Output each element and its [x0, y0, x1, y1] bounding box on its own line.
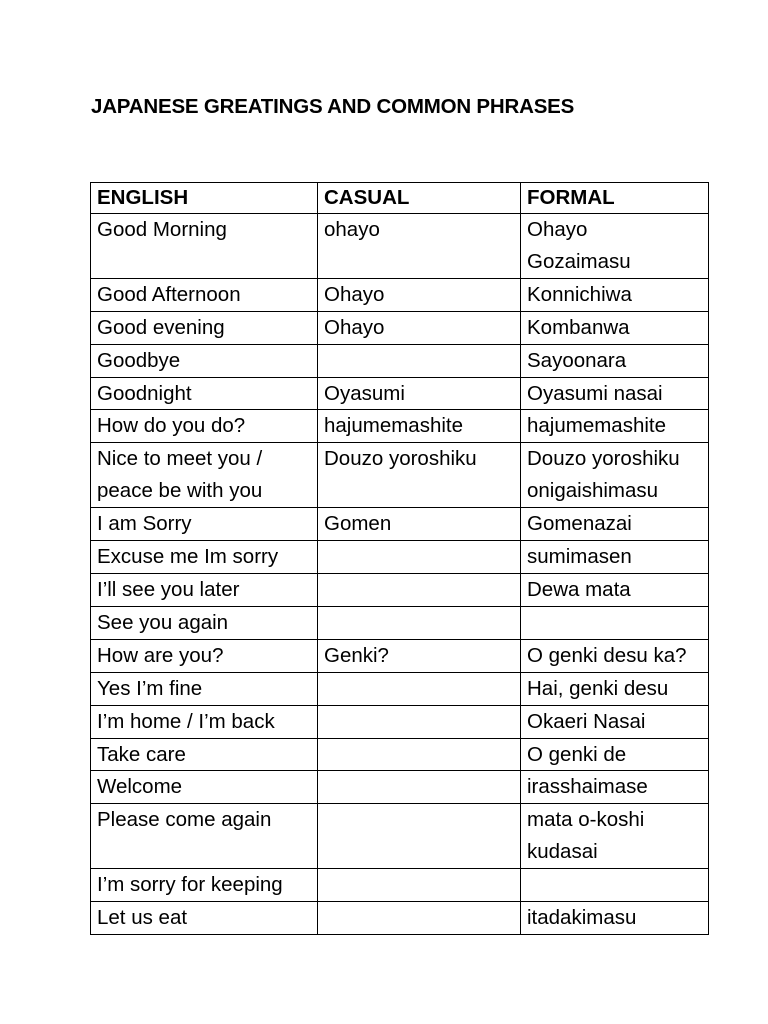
cell-formal: itadakimasu	[521, 902, 709, 935]
cell-casual	[318, 902, 521, 935]
table-row	[91, 410, 709, 443]
cell-casual: Ohayo	[318, 278, 521, 311]
table-row	[91, 443, 709, 508]
cell-formal: irasshaimase	[521, 771, 709, 804]
cell-casual	[318, 804, 521, 869]
cell-english: How are you?	[91, 639, 318, 672]
cell-english: Please come again	[91, 804, 318, 869]
cell-english: Good Afternoon	[91, 278, 318, 311]
cell-formal: Dewa mata	[521, 573, 709, 606]
cell-formal: O genki de	[521, 738, 709, 771]
table-header-row	[91, 183, 709, 214]
cell-casual: hajumemashite	[318, 410, 521, 443]
table-row	[91, 377, 709, 410]
table-row	[91, 344, 709, 377]
table-row	[91, 541, 709, 574]
cell-casual: Douzo yoroshiku	[318, 443, 521, 508]
table-row	[91, 311, 709, 344]
cell-formal: O genki desu ka?	[521, 639, 709, 672]
cell-english: Yes I’m fine	[91, 672, 318, 705]
table-row	[91, 771, 709, 804]
cell-english: Take care	[91, 738, 318, 771]
table-row	[91, 606, 709, 639]
cell-english: Good Morning	[91, 214, 318, 279]
phrases-table	[90, 182, 709, 935]
table-row	[91, 508, 709, 541]
cell-casual	[318, 771, 521, 804]
cell-casual	[318, 672, 521, 705]
table-row	[91, 672, 709, 705]
cell-english: Goodnight	[91, 377, 318, 410]
cell-formal: Douzo yoroshiku onigaishimasu	[521, 443, 709, 508]
cell-formal: Sayoonara	[521, 344, 709, 377]
table-row	[91, 869, 709, 902]
cell-english: I am Sorry	[91, 508, 318, 541]
cell-formal: Gomenazai	[521, 508, 709, 541]
cell-formal	[521, 869, 709, 902]
cell-casual	[318, 738, 521, 771]
cell-casual	[318, 606, 521, 639]
table-row	[91, 804, 709, 869]
header-formal: FORMAL	[521, 183, 709, 214]
table-row	[91, 902, 709, 935]
cell-english: How do you do?	[91, 410, 318, 443]
cell-casual: Genki?	[318, 639, 521, 672]
table-row	[91, 214, 709, 279]
cell-english: Excuse me Im sorry	[91, 541, 318, 574]
cell-formal: Konnichiwa	[521, 278, 709, 311]
cell-formal: Hai, genki desu	[521, 672, 709, 705]
header-casual: CASUAL	[318, 183, 521, 214]
cell-formal: hajumemashite	[521, 410, 709, 443]
cell-casual: Ohayo	[318, 311, 521, 344]
table-row	[91, 705, 709, 738]
header-english: ENGLISH	[91, 183, 318, 214]
cell-casual: Oyasumi	[318, 377, 521, 410]
cell-casual	[318, 869, 521, 902]
cell-formal	[521, 606, 709, 639]
cell-casual	[318, 344, 521, 377]
cell-formal: mata o-koshi kudasai	[521, 804, 709, 869]
cell-english: Nice to meet you / peace be with you	[91, 443, 318, 508]
cell-formal: Kombanwa	[521, 311, 709, 344]
cell-casual: Gomen	[318, 508, 521, 541]
page-title: JAPANESE GREATINGS AND COMMON PHRASES	[91, 95, 575, 118]
cell-english: I’ll see you later	[91, 573, 318, 606]
cell-formal: Ohayo Gozaimasu	[521, 214, 709, 279]
table-row	[91, 573, 709, 606]
table-row	[91, 639, 709, 672]
cell-casual	[318, 541, 521, 574]
table-row	[91, 278, 709, 311]
cell-english: I’m sorry for keeping	[91, 869, 318, 902]
cell-english: Good evening	[91, 311, 318, 344]
cell-english: Let us eat	[91, 902, 318, 935]
cell-english: Welcome	[91, 771, 318, 804]
cell-casual: ohayo	[318, 214, 521, 279]
cell-casual	[318, 573, 521, 606]
cell-casual	[318, 705, 521, 738]
cell-english: Goodbye	[91, 344, 318, 377]
cell-english: I’m home / I’m back	[91, 705, 318, 738]
cell-english: See you again	[91, 606, 318, 639]
table-row	[91, 738, 709, 771]
cell-formal: sumimasen	[521, 541, 709, 574]
cell-formal: Okaeri Nasai	[521, 705, 709, 738]
cell-formal: Oyasumi nasai	[521, 377, 709, 410]
